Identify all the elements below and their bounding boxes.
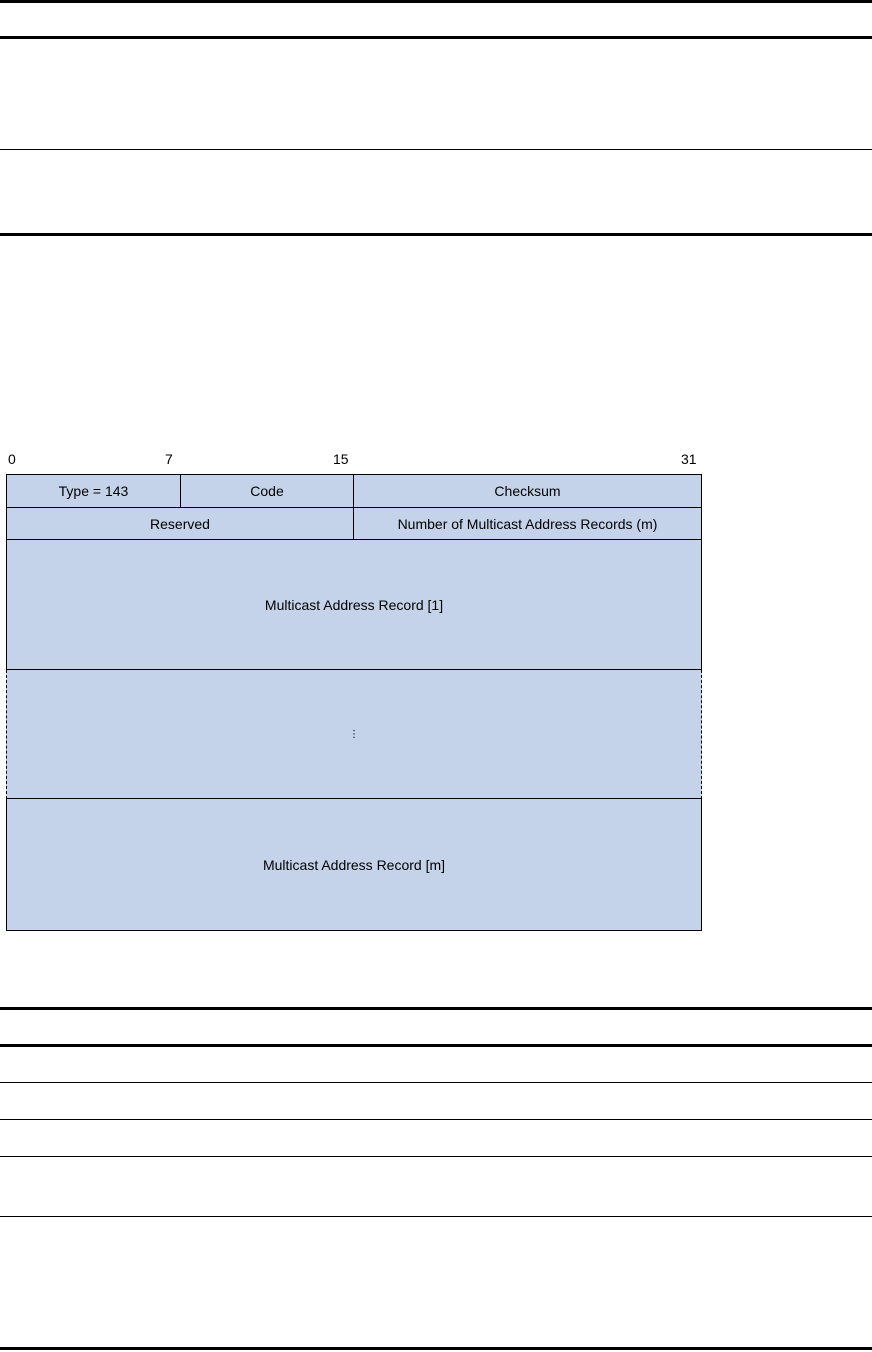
table2-bottom-border: [0, 1347, 872, 1350]
table2-row-divider-3: [0, 1156, 872, 1157]
ellipsis-label: ⋮: [349, 728, 359, 740]
table-top-border: [0, 0, 872, 3]
table2-row-divider-1: [0, 1082, 872, 1083]
code-field: [180, 474, 354, 508]
bit-marker-7: 7: [165, 451, 173, 467]
bit-marker-31: 31: [681, 451, 697, 467]
table-header-divider: [0, 36, 872, 39]
checksum-field: [353, 474, 702, 508]
bit-marker-0: 0: [8, 451, 16, 467]
bit-marker-15: 15: [333, 451, 349, 467]
code-field-label: Code: [250, 483, 284, 499]
record-1-label: Multicast Address Record [1]: [264, 596, 444, 613]
reserved-field-label: Reserved: [150, 515, 210, 532]
table-bottom-border: [0, 233, 872, 236]
multicast-address-records-omitted: [6, 670, 702, 799]
table2-row-divider-2: [0, 1119, 872, 1120]
record-m-label: Multicast Address Record [m]: [262, 856, 446, 873]
mld-report-packet-diagram: [6, 448, 702, 932]
num-records-field-label: Number of Multicast Address Records (m): [397, 515, 658, 532]
type-field: [6, 474, 181, 508]
table-row-divider: [0, 149, 872, 150]
table2-top-border: [0, 1007, 872, 1010]
multicast-address-record-m: [6, 798, 702, 931]
num-records-field: [353, 507, 702, 540]
multicast-address-record-1: [6, 539, 702, 670]
type-field-label: Type = 143: [58, 483, 129, 499]
reserved-field: [6, 507, 354, 540]
checksum-field-label: Checksum: [494, 483, 561, 499]
table2-header-divider: [0, 1044, 872, 1047]
table2-row-divider-4: [0, 1216, 872, 1217]
